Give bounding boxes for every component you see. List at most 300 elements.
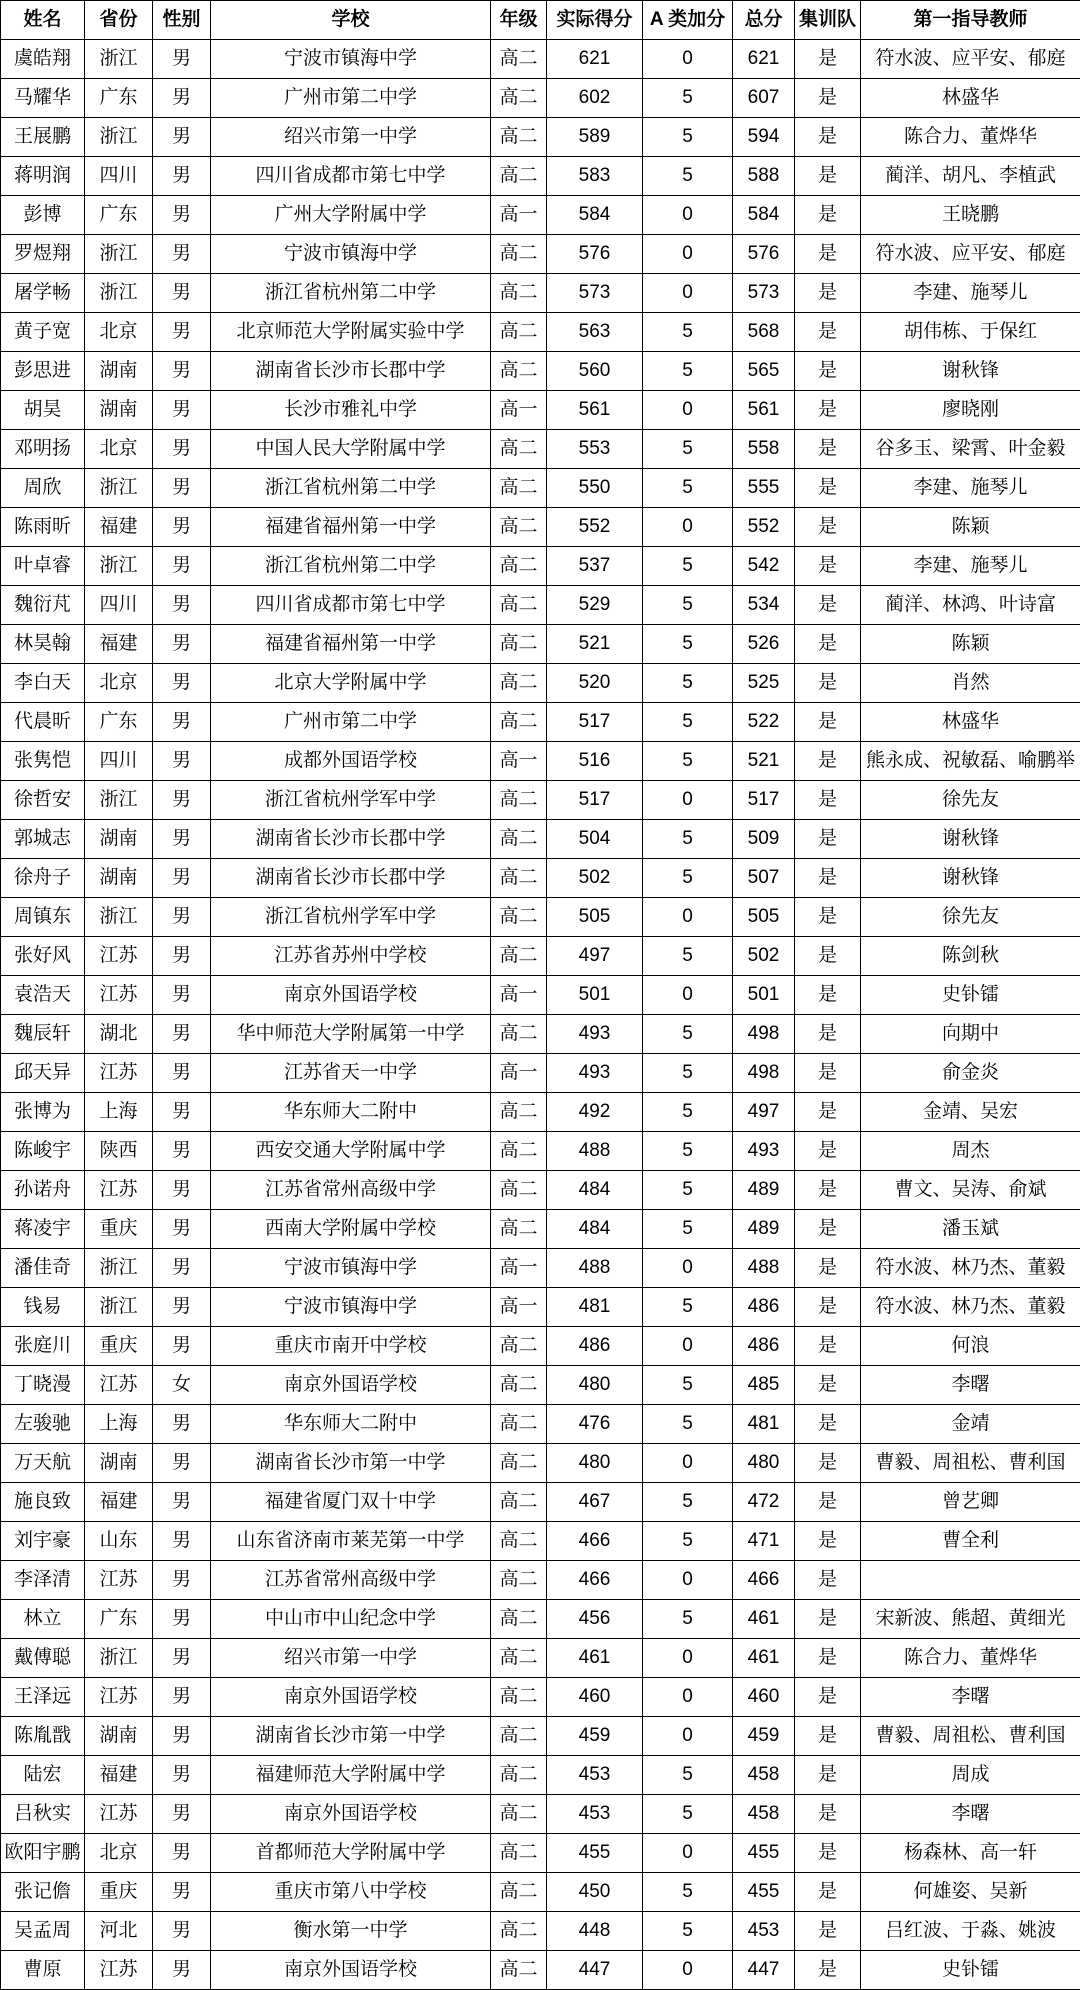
table-cell: 是 <box>795 1015 861 1054</box>
table-cell: 是 <box>795 196 861 235</box>
table-cell: 男 <box>153 1717 211 1756</box>
table-cell: 是 <box>795 1366 861 1405</box>
table-cell: 男 <box>153 1171 211 1210</box>
table-cell: 重庆 <box>85 1327 153 1366</box>
table-cell: 是 <box>795 1756 861 1795</box>
table-cell: 0 <box>643 508 733 547</box>
table-cell: 521 <box>733 742 795 781</box>
table-cell: 陈颖 <box>861 625 1080 664</box>
table-cell: 5 <box>643 157 733 196</box>
table-cell: 高二 <box>491 664 547 703</box>
table-cell: 广东 <box>85 196 153 235</box>
table-cell: 吴孟周 <box>1 1912 85 1951</box>
table-cell: 485 <box>733 1366 795 1405</box>
table-cell: 湖南 <box>85 859 153 898</box>
table-row <box>1 1249 1080 1288</box>
table-cell: 李建、施琴儿 <box>861 469 1080 508</box>
table-cell: 5 <box>643 1795 733 1834</box>
table-cell: 江苏 <box>85 1678 153 1717</box>
table-cell: 576 <box>733 235 795 274</box>
table-cell: 湖南 <box>85 1717 153 1756</box>
table-cell: 林立 <box>1 1600 85 1639</box>
table-cell: 489 <box>733 1171 795 1210</box>
table-cell: 是 <box>795 1561 861 1600</box>
table-cell: 467 <box>547 1483 643 1522</box>
table-cell: 王晓鹏 <box>861 196 1080 235</box>
table-cell: 四川 <box>85 157 153 196</box>
table-cell: 湖南 <box>85 391 153 430</box>
table-cell: 459 <box>733 1717 795 1756</box>
table-cell: 高二 <box>491 1093 547 1132</box>
table-cell: 461 <box>547 1639 643 1678</box>
table-cell: 男 <box>153 1210 211 1249</box>
table-cell: 男 <box>153 1873 211 1912</box>
table-cell: 高二 <box>491 1444 547 1483</box>
table-cell <box>861 1561 1080 1600</box>
table-cell: 5 <box>643 547 733 586</box>
table-cell: 山东省济南市莱芜第一中学 <box>211 1522 491 1561</box>
table-cell: 501 <box>547 976 643 1015</box>
table-cell: 中国人民大学附属中学 <box>211 430 491 469</box>
table-cell: 男 <box>153 1444 211 1483</box>
table-cell: 552 <box>547 508 643 547</box>
table-cell: 陈颖 <box>861 508 1080 547</box>
table-cell: 0 <box>643 274 733 313</box>
table-cell: 男 <box>153 1834 211 1873</box>
table-cell: 万天航 <box>1 1444 85 1483</box>
table-cell: 是 <box>795 1834 861 1873</box>
table-row <box>1 1327 1080 1366</box>
table-cell: 邱天异 <box>1 1054 85 1093</box>
table-cell: 周成 <box>861 1756 1080 1795</box>
table-cell: 高二 <box>491 547 547 586</box>
table-cell: 455 <box>547 1834 643 1873</box>
table-row <box>1 1639 1080 1678</box>
table-cell: 505 <box>733 898 795 937</box>
table-cell: 上海 <box>85 1405 153 1444</box>
table-cell: 魏辰轩 <box>1 1015 85 1054</box>
table-cell: 高一 <box>491 976 547 1015</box>
table-cell: 高二 <box>491 820 547 859</box>
table-cell: 浙江 <box>85 547 153 586</box>
table-cell: 彭博 <box>1 196 85 235</box>
table-cell: 曹毅、周祖松、曹利国 <box>861 1717 1080 1756</box>
table-cell: 符水波、应平安、郁庭 <box>861 40 1080 79</box>
table-cell: 471 <box>733 1522 795 1561</box>
table-cell: 陕西 <box>85 1132 153 1171</box>
table-cell: 高二 <box>491 118 547 157</box>
table-cell: 福建 <box>85 508 153 547</box>
table-cell: 张记儋 <box>1 1873 85 1912</box>
table-cell: 蒋凌宇 <box>1 1210 85 1249</box>
table-cell: 460 <box>547 1678 643 1717</box>
column-header-6: A 类加分 <box>643 1 733 40</box>
table-row <box>1 508 1080 547</box>
table-cell: 517 <box>733 781 795 820</box>
column-header-9: 第一指导教师 <box>861 1 1080 40</box>
table-cell: 四川 <box>85 586 153 625</box>
table-cell: 447 <box>547 1951 643 1990</box>
table-cell: 是 <box>795 1249 861 1288</box>
table-cell: 是 <box>795 976 861 1015</box>
table-cell: 张好风 <box>1 937 85 976</box>
table-cell: 高二 <box>491 235 547 274</box>
table-cell: 502 <box>547 859 643 898</box>
table-cell: 472 <box>733 1483 795 1522</box>
table-cell: 广州市第二中学 <box>211 79 491 118</box>
table-cell: 594 <box>733 118 795 157</box>
table-cell: 是 <box>795 859 861 898</box>
table-cell: 0 <box>643 781 733 820</box>
table-cell: 男 <box>153 1483 211 1522</box>
table-cell: 男 <box>153 1054 211 1093</box>
table-cell: 重庆 <box>85 1873 153 1912</box>
table-cell: 南京外国语学校 <box>211 976 491 1015</box>
table-cell: 陈峻宇 <box>1 1132 85 1171</box>
table-cell: 浙江 <box>85 118 153 157</box>
table-cell: 5 <box>643 1873 733 1912</box>
table-cell: 钱易 <box>1 1288 85 1327</box>
table-cell: 西南大学附属中学校 <box>211 1210 491 1249</box>
table-cell: 男 <box>153 391 211 430</box>
table-cell: 461 <box>733 1600 795 1639</box>
table-cell: 0 <box>643 1561 733 1600</box>
table-cell: 高二 <box>491 703 547 742</box>
column-header-2: 性别 <box>153 1 211 40</box>
table-cell: 重庆市第八中学校 <box>211 1873 491 1912</box>
table-cell: 488 <box>547 1132 643 1171</box>
table-cell: 陈剑秋 <box>861 937 1080 976</box>
table-cell: 欧阳宇鹏 <box>1 1834 85 1873</box>
table-cell: 何雄姿、吴新 <box>861 1873 1080 1912</box>
column-header-0: 姓名 <box>1 1 85 40</box>
table-cell: 罗煜翔 <box>1 235 85 274</box>
table-cell: 男 <box>153 352 211 391</box>
table-cell: 0 <box>643 1249 733 1288</box>
table-cell: 480 <box>547 1366 643 1405</box>
table-cell: 张庭川 <box>1 1327 85 1366</box>
table-cell: 576 <box>547 235 643 274</box>
table-cell: 525 <box>733 664 795 703</box>
table-cell: 宁波市镇海中学 <box>211 235 491 274</box>
table-cell: 492 <box>547 1093 643 1132</box>
table-cell: 高二 <box>491 508 547 547</box>
table-cell: 466 <box>547 1561 643 1600</box>
table-cell: 高二 <box>491 859 547 898</box>
table-cell: 曹文、吴涛、俞斌 <box>861 1171 1080 1210</box>
table-cell: 是 <box>795 313 861 352</box>
table-cell: 陈雨昕 <box>1 508 85 547</box>
table-cell: 陈胤戬 <box>1 1717 85 1756</box>
table-cell: 460 <box>733 1678 795 1717</box>
table-row <box>1 1366 1080 1405</box>
table-cell: 男 <box>153 859 211 898</box>
table-cell: 488 <box>547 1249 643 1288</box>
table-cell: 袁浩天 <box>1 976 85 1015</box>
table-cell: 是 <box>795 274 861 313</box>
table-cell: 是 <box>795 937 861 976</box>
table-row <box>1 625 1080 664</box>
table-row <box>1 1093 1080 1132</box>
table-cell: 565 <box>733 352 795 391</box>
table-row <box>1 79 1080 118</box>
table-cell: 0 <box>643 1327 733 1366</box>
table-cell: 南京外国语学校 <box>211 1366 491 1405</box>
table-cell: 5 <box>643 1756 733 1795</box>
table-cell: 浙江省杭州学军中学 <box>211 781 491 820</box>
table-cell: 563 <box>547 313 643 352</box>
table-cell: 高二 <box>491 1561 547 1600</box>
table-row <box>1 235 1080 274</box>
table-cell: 高一 <box>491 1249 547 1288</box>
table-cell: 李建、施琴儿 <box>861 274 1080 313</box>
table-cell: 453 <box>547 1756 643 1795</box>
table-cell: 是 <box>795 79 861 118</box>
table-cell: 谷多玉、梁霄、叶金毅 <box>861 430 1080 469</box>
table-cell: 高二 <box>491 781 547 820</box>
table-cell: 584 <box>547 196 643 235</box>
table-cell: 首都师范大学附属中学 <box>211 1834 491 1873</box>
table-cell: 南京外国语学校 <box>211 1795 491 1834</box>
table-cell: 5 <box>643 1405 733 1444</box>
table-cell: 高二 <box>491 937 547 976</box>
table-cell: 蔺洋、胡凡、李植武 <box>861 157 1080 196</box>
table-cell: 胡昊 <box>1 391 85 430</box>
table-cell: 5 <box>643 1288 733 1327</box>
table-cell: 466 <box>547 1522 643 1561</box>
table-cell: 5 <box>643 1132 733 1171</box>
table-cell: 徐先友 <box>861 781 1080 820</box>
table-row <box>1 157 1080 196</box>
table-cell: 江苏省常州高级中学 <box>211 1171 491 1210</box>
table-cell: 456 <box>547 1600 643 1639</box>
table-cell: 5 <box>643 118 733 157</box>
table-cell: 是 <box>795 1210 861 1249</box>
table-row <box>1 391 1080 430</box>
table-cell: 是 <box>795 469 861 508</box>
table-cell: 马耀华 <box>1 79 85 118</box>
table-cell: 517 <box>547 703 643 742</box>
table-cell: 男 <box>153 1249 211 1288</box>
table-row <box>1 1405 1080 1444</box>
table-cell: 绍兴市第一中学 <box>211 118 491 157</box>
table-cell: 华中师范大学附属第一中学 <box>211 1015 491 1054</box>
column-header-1: 省份 <box>85 1 153 40</box>
table-cell: 0 <box>643 196 733 235</box>
table-cell: 5 <box>643 79 733 118</box>
table-cell: 浙江 <box>85 1249 153 1288</box>
table-cell: 北京大学附属中学 <box>211 664 491 703</box>
table-cell: 0 <box>643 898 733 937</box>
column-header-4: 年级 <box>491 1 547 40</box>
table-cell: 5 <box>643 1600 733 1639</box>
table-cell: 浙江省杭州第二中学 <box>211 274 491 313</box>
table-cell: 高一 <box>491 742 547 781</box>
table-cell: 湖北 <box>85 1015 153 1054</box>
table-cell: 湖南省长沙市第一中学 <box>211 1444 491 1483</box>
table-cell: 507 <box>733 859 795 898</box>
table-cell: 高二 <box>491 352 547 391</box>
table-cell: 叶卓睿 <box>1 547 85 586</box>
table-cell: 浙江 <box>85 274 153 313</box>
table-cell: 浙江省杭州学军中学 <box>211 898 491 937</box>
table-cell: 是 <box>795 703 861 742</box>
table-row <box>1 352 1080 391</box>
table-cell: 湖南省长沙市长郡中学 <box>211 859 491 898</box>
table-cell: 男 <box>153 625 211 664</box>
table-cell: 高二 <box>491 79 547 118</box>
table-cell: 是 <box>795 1639 861 1678</box>
table-cell: 男 <box>153 1639 211 1678</box>
table-cell: 5 <box>643 1093 733 1132</box>
table-cell: 陈合力、董烨华 <box>861 118 1080 157</box>
table-cell: 501 <box>733 976 795 1015</box>
table-cell: 周杰 <box>861 1132 1080 1171</box>
table-cell: 高二 <box>491 1171 547 1210</box>
table-cell: 621 <box>733 40 795 79</box>
table-cell: 潘佳奇 <box>1 1249 85 1288</box>
table-cell: 曹原 <box>1 1951 85 1990</box>
table-cell: 498 <box>733 1054 795 1093</box>
table-cell: 是 <box>795 625 861 664</box>
table-cell: 肖然 <box>861 664 1080 703</box>
table-cell: 长沙市雅礼中学 <box>211 391 491 430</box>
table-cell: 高二 <box>491 1756 547 1795</box>
table-cell: 金靖 <box>861 1405 1080 1444</box>
table-cell: 是 <box>795 1405 861 1444</box>
table-row <box>1 1951 1080 1990</box>
table-cell: 广州市第二中学 <box>211 703 491 742</box>
table-cell: 0 <box>643 1639 733 1678</box>
table-cell: 621 <box>547 40 643 79</box>
table-cell: 是 <box>795 1132 861 1171</box>
table-cell: 560 <box>547 352 643 391</box>
table-cell: 0 <box>643 391 733 430</box>
table-cell: 男 <box>153 898 211 937</box>
table-cell: 廖晓刚 <box>861 391 1080 430</box>
table-cell: 5 <box>643 430 733 469</box>
table-cell: 5 <box>643 1054 733 1093</box>
table-row <box>1 1210 1080 1249</box>
table-cell: 561 <box>547 391 643 430</box>
table-cell: 0 <box>643 1444 733 1483</box>
table-cell: 江苏省苏州中学校 <box>211 937 491 976</box>
table-cell: 俞金炎 <box>861 1054 1080 1093</box>
table-cell: 北京师范大学附属实验中学 <box>211 313 491 352</box>
table-cell: 高二 <box>491 625 547 664</box>
table-row <box>1 1288 1080 1327</box>
table-cell: 丁晓漫 <box>1 1366 85 1405</box>
table-cell: 589 <box>547 118 643 157</box>
table-cell: 5 <box>643 1483 733 1522</box>
table-cell: 四川省成都市第七中学 <box>211 586 491 625</box>
table-cell: 486 <box>733 1288 795 1327</box>
table-cell: 461 <box>733 1639 795 1678</box>
table-cell: 5 <box>643 1522 733 1561</box>
table-cell: 李曙 <box>861 1678 1080 1717</box>
table-cell: 0 <box>643 235 733 274</box>
table-cell: 吕秋实 <box>1 1795 85 1834</box>
table-cell: 北京 <box>85 1834 153 1873</box>
table-cell: 高二 <box>491 1483 547 1522</box>
table-cell: 5 <box>643 937 733 976</box>
table-cell: 宁波市镇海中学 <box>211 40 491 79</box>
table-cell: 江苏 <box>85 937 153 976</box>
table-row <box>1 1600 1080 1639</box>
table-cell: 高二 <box>491 1327 547 1366</box>
table-cell: 男 <box>153 1015 211 1054</box>
table-cell: 是 <box>795 118 861 157</box>
table-cell: 男 <box>153 508 211 547</box>
table-cell: 福建省福州第一中学 <box>211 508 491 547</box>
table-cell: 浙江 <box>85 781 153 820</box>
table-cell: 男 <box>153 469 211 508</box>
table-cell: 455 <box>733 1873 795 1912</box>
table-row <box>1 586 1080 625</box>
table-cell: 497 <box>547 937 643 976</box>
table-cell: 男 <box>153 79 211 118</box>
table-cell: 徐舟子 <box>1 859 85 898</box>
table-cell: 5 <box>643 1210 733 1249</box>
table-cell: 江苏 <box>85 1951 153 1990</box>
table-row <box>1 118 1080 157</box>
table-cell: 宁波市镇海中学 <box>211 1288 491 1327</box>
table-cell: 5 <box>643 1366 733 1405</box>
table-cell: 0 <box>643 1717 733 1756</box>
table-row <box>1 937 1080 976</box>
table-cell: 浙江省杭州第二中学 <box>211 469 491 508</box>
table-cell: 江苏 <box>85 1366 153 1405</box>
table-cell: 胡伟栋、于保红 <box>861 313 1080 352</box>
table-cell: 虞皓翔 <box>1 40 85 79</box>
table-cell: 526 <box>733 625 795 664</box>
table-cell: 男 <box>153 313 211 352</box>
table-cell: 周欣 <box>1 469 85 508</box>
table-row <box>1 1912 1080 1951</box>
table-cell: 484 <box>547 1171 643 1210</box>
table-cell: 476 <box>547 1405 643 1444</box>
table-row <box>1 664 1080 703</box>
table-cell: 浙江省杭州第二中学 <box>211 547 491 586</box>
table-cell: 陆宏 <box>1 1756 85 1795</box>
table-cell: 高二 <box>491 1600 547 1639</box>
table-cell: 537 <box>547 547 643 586</box>
table-cell: 江苏 <box>85 1171 153 1210</box>
table-cell: 是 <box>795 664 861 703</box>
table-cell: 江苏 <box>85 1561 153 1600</box>
table-cell: 福建省福州第一中学 <box>211 625 491 664</box>
table-cell: 高二 <box>491 1717 547 1756</box>
table-row <box>1 1444 1080 1483</box>
table-cell: 584 <box>733 196 795 235</box>
column-header-5: 实际得分 <box>547 1 643 40</box>
table-cell: 男 <box>153 1561 211 1600</box>
table-cell: 是 <box>795 1093 861 1132</box>
table-cell: 南京外国语学校 <box>211 1678 491 1717</box>
table-row <box>1 1561 1080 1600</box>
table-cell: 男 <box>153 547 211 586</box>
table-cell: 是 <box>795 1327 861 1366</box>
table-cell: 福建师范大学附属中学 <box>211 1756 491 1795</box>
table-cell: 542 <box>733 547 795 586</box>
table-cell: 男 <box>153 1093 211 1132</box>
table-cell: 高二 <box>491 1522 547 1561</box>
table-cell: 宁波市镇海中学 <box>211 1249 491 1288</box>
table-cell: 江苏省常州高级中学 <box>211 1561 491 1600</box>
table-cell: 江苏 <box>85 1054 153 1093</box>
table-cell: 绍兴市第一中学 <box>211 1639 491 1678</box>
table-cell: 是 <box>795 742 861 781</box>
